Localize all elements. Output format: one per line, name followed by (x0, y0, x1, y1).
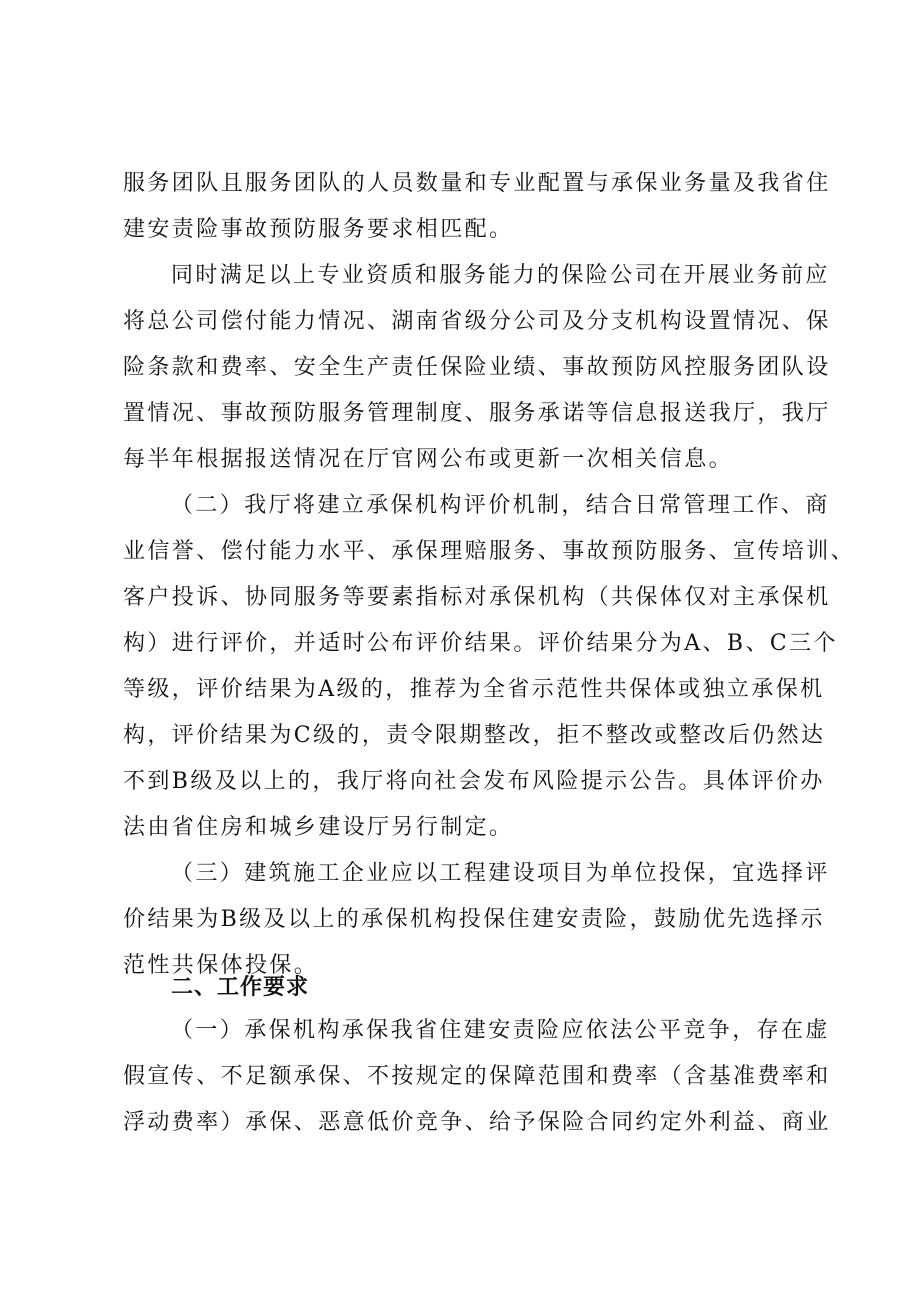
section-heading: 二、工作要求 (171, 975, 310, 1000)
paragraph-start-line: （一）承保机构承保我省住建安责险应依法公平竞争，存在虚 (171, 1018, 830, 1043)
text-line: 每半年根据报送情况在厅官网公布或更新一次相关信息。 (123, 447, 734, 472)
text-line: 建安责险事故预防服务要求相匹配。 (123, 217, 514, 242)
text-line: 险条款和费率、安全生产责任保险业绩、事故预防风控服务团队设 (123, 355, 831, 380)
text-line: 业信誉、偿付能力水平、承保理赔服务、事故预防服务、宣传培训、 (123, 539, 856, 564)
text-line: 服务团队且服务团队的人员数量和专业配置与承保业务量及我省住 (123, 171, 831, 196)
text-line: 置情况、事故预防服务管理制度、服务承诺等信息报送我厅，我厅 (123, 401, 831, 426)
text-line: 价结果为B级及以上的承保机构投保住建安责险，鼓励优先选择示 (123, 907, 825, 932)
text-line: 构，评价结果为C级的，责令限期整改，拒不整改或整改后仍然达 (123, 723, 826, 748)
text-line: 法由省住房和城乡建设厅另行制定。 (123, 815, 514, 840)
text-line: 范性共保体投保。 (123, 953, 319, 978)
text-line: 将总公司偿付能力情况、湖南省级分公司及分支机构设置情况、保 (123, 309, 831, 334)
text-line: 等级，评价结果为A级的，推荐为全省示范性共保体或独立承保机 (123, 677, 825, 702)
text-line: 客户投诉、协同服务等要素指标对承保机构（共保体仅对主承保机 (123, 585, 831, 610)
text-line: 浮动费率）承保、恶意低价竞争、给予保险合同约定外利益、商业 (123, 1110, 831, 1135)
paragraph-start-line: （三）建筑施工企业应以工程建设项目为单位投保，宜选择评 (171, 861, 830, 886)
paragraph-start-line: 同时满足以上专业资质和服务能力的保险公司在开展业务前应 (171, 263, 830, 288)
text-line: 构）进行评价，并适时公布评价结果。评价结果分为A、B、C三个 (123, 631, 838, 656)
text-line: 不到B级及以上的，我厅将向社会发布风险提示公告。具体评价办 (123, 769, 825, 794)
text-line: 假宣传、不足额承保、不按规定的保障范围和费率（含基准费率和 (123, 1064, 831, 1089)
paragraph-start-line: （二）我厅将建立承保机构评价机制，结合日常管理工作、商 (171, 493, 830, 518)
